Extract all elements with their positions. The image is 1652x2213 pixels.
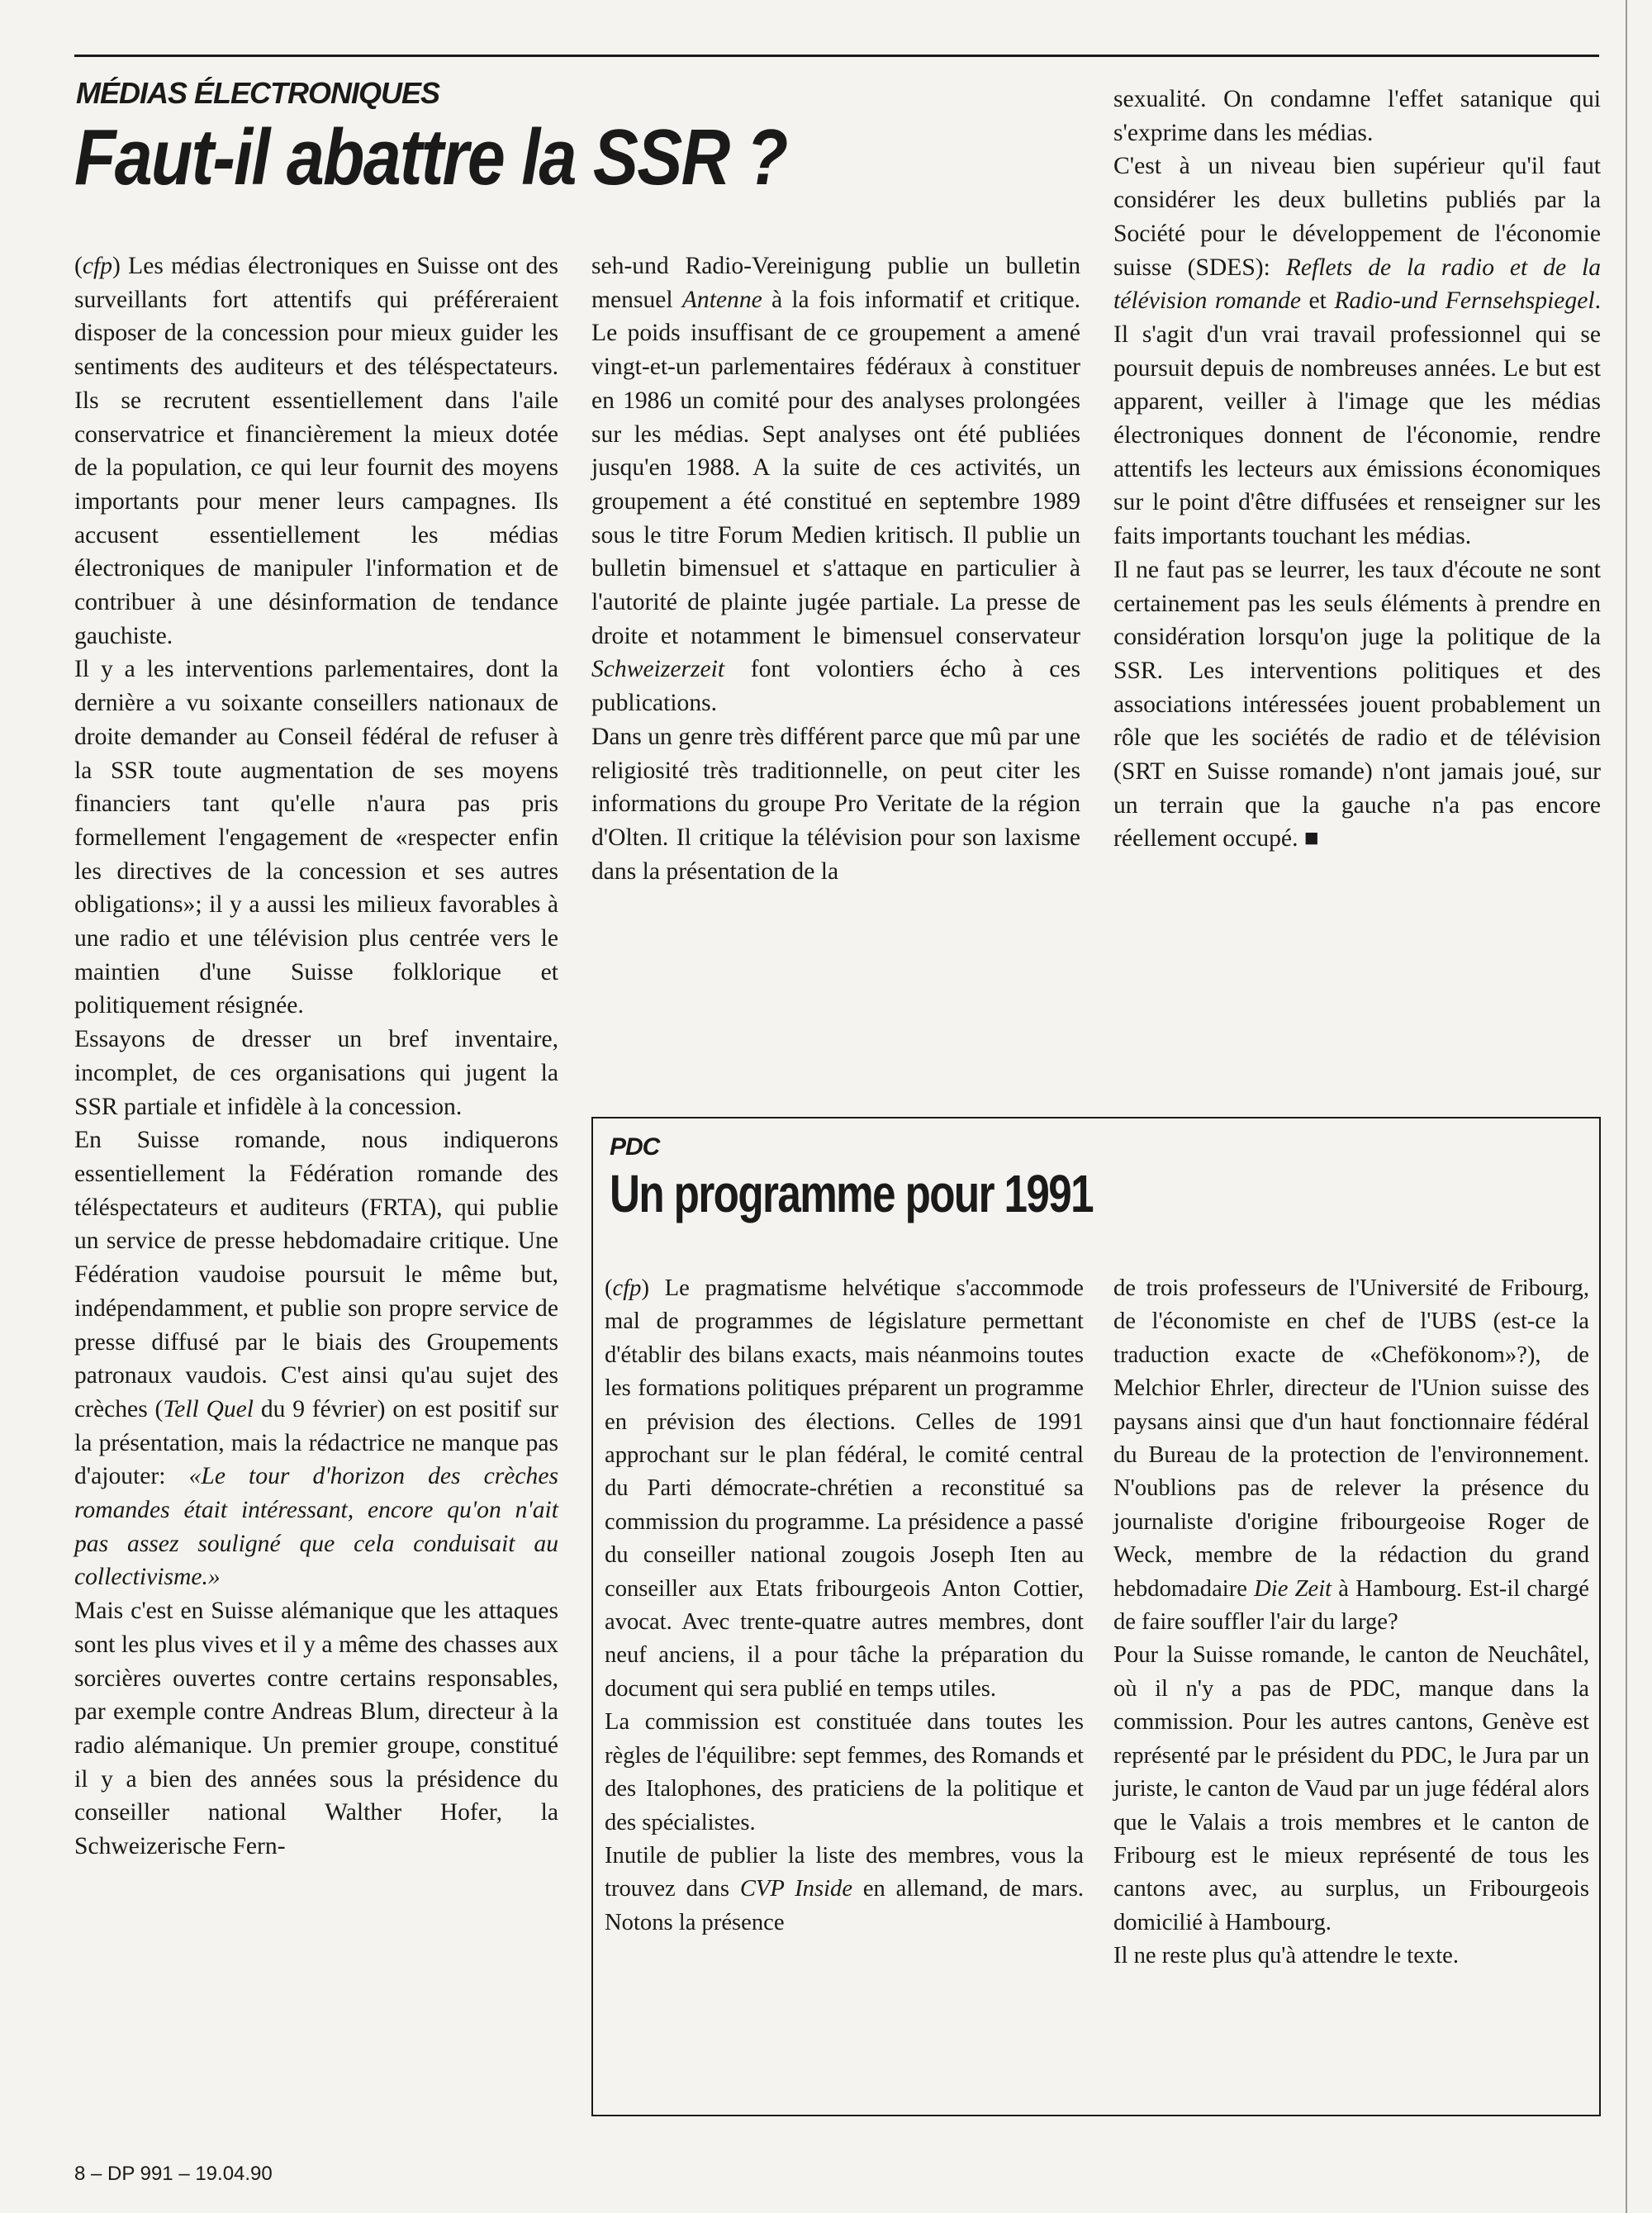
page-footer: 8 – DP 991 – 19.04.90 [74, 2163, 273, 2185]
paragraph: Pour la Suisse romande, le canton de Neuchâtel, où il n'y a pas de PDC, manque dans la commission. Pour les autres cantons, Genève est représenté par le président du PDC, le Jura par un juriste, le canton de Vaud par un juge fédéral alors que le Valais a trois membres et le canton de Fribourg est le mieux représenté de tous les cantons avec, au surplus, un Fribourgeois domicilié à Hambourg. [1113, 1642, 1589, 1935]
box-column-1 [605, 1272, 1084, 1940]
italic-text: Schweizerzeit [591, 656, 725, 683]
top-rule [74, 55, 1599, 57]
paragraph: Mais c'est en Suisse alémanique que les attaques sont les plus vives et il y a même des chasses aux sorcières ouvertes contre certains responsables, par exemple contre Andreas Blum, directeur à la radio alémanique. Un premier groupe, constitué il y a bien des années sous la présidence du conseiller national Walther Hofer, la Schweizerische Fern- [74, 1598, 558, 1860]
paragraph: seh-und Radio-Vereinigung publie un bulletin mensuel Antenne à la fois informatif et critique. Le poids insuffisant de ce groupement a amené vingt-et-un parlementaires fédéraux à constituer en 1986 un comité pour des analyses prolongées sur les médias. Sept analyses ont été publiées jusqu'en 1988. A la suite de ces activités, un groupement a été constitué en septembre 1989 sous le titre Forum Medien kritisch. Il publie un bulletin bimensuel et s'attaque en particulier à l'autorité de plainte jugée partiale. La presse de droite et notamment le bimensuel conservateur Schweizerzeit font volontiers écho à ces publications. [591, 253, 1080, 717]
paragraph: Il ne reste plus qu'à attendre le texte. [1113, 1943, 1460, 1969]
italic-text: cfp [82, 253, 113, 279]
paragraph: Il ne faut pas se leurrer, les taux d'écoute ne sont certainement pas les seuls éléments à prendre en considération lorsqu'on juge la politique de la SSR. Les interventions politiques et des associations intéressées jouent probablement un rôle que les sociétés de radio et de télévision (SRT en Suisse romande) n'ont jamais joué, sur un terrain que la gauche n'a pas encore réellement occupé. ■ [1113, 556, 1601, 852]
italic-text: cfp [612, 1275, 642, 1301]
box-kicker: PDC [610, 1133, 660, 1161]
paragraph: Inutile de publier la liste des membres, vous la trouvez dans CVP Inside en allemand, de mars. Notons la présence [605, 1842, 1085, 1935]
paragraph: de trois professeurs de l'Université de Fribourg, de l'économiste en chef de l'UBS (est-ce la traduction exacte de «Chefökonom»?), de Melchior Ehrler, directeur de l'Union suisse des paysans ainsi que d'un haut fonctionnaire fédéral du Bureau de la protection de l'environnement. N'oublions pas de relever la présence du journaliste d'origine fribourgeoise Roger de Weck, membre de la rédaction du grand hebdomadaire Die Zeit à Hambourg. Est-il chargé de faire souffler l'air du large? [1113, 1275, 1589, 1636]
italic-text: Reflets de la radio et de la télévision romande [1113, 254, 1601, 315]
italic-text: Radio-und Fernsehspiegel [1334, 287, 1595, 315]
italic-text: CVP Inside [739, 1876, 853, 1902]
box-column-2 [1113, 1272, 1589, 1973]
paragraph: Essayons de dresser un bref inventaire, incomplet, de ces organisations qui jugent la SSR partiale et infidèle à la concession. [74, 1026, 558, 1120]
sidebar-box [591, 1117, 1601, 2116]
italic-text: Tell Quel [163, 1395, 254, 1422]
paragraph: (cfp) Les médias électroniques en Suisse ont des surveillants fort attentifs qui préféreraient disposer de la concession pour mieux guider les sentiments des auditeurs et des téléspectateurs. Ils se recrutent essentiellement dans l'aile conservatrice et financièrement la mieux dotée de la population, ce qui leur fournit des moyens importants pour mener leurs campagnes. Ils accusent essentiellement les médias électroniques de manipuler l'information et de contribuer à une désinformation de tendance gauchiste. [74, 253, 558, 649]
paragraph: sexualité. On condamne l'effet satanique qui s'exprime dans les médias. [1113, 86, 1601, 146]
article-column-2 [591, 249, 1080, 888]
paragraph: (cfp) Le pragmatisme helvétique s'accommode mal de programmes de législature permettant d'établir des bilans exacts, mais néanmoins toutes les formations politiques préparent un programme en prévision des élections. Celles de 1991 approchant sur le plan fédéral, le comité central du Parti démocrate-chrétien a reconstitué sa commission du programme. La présidence a passé du conseiller national zougois Joseph Iten au conseiller aux Etats fribourgeois Anton Cottier, avocat. Avec trente-quatre autres membres, dont neuf anciens, il a pour tâche la préparation du document qui sera publié en temps utiles. [605, 1275, 1084, 1702]
article-kicker: MÉDIAS ÉLECTRONIQUES [76, 76, 440, 110]
paragraph: En Suisse romande, nous indiquerons essentiellement la Fédération romande des téléspectateurs et auditeurs (FRTA), qui publie un service de presse hebdomadaire critique. Une Fédération vaudoise poursuit le même but, indépendamment, et publie son propre service de presse diffusé par le biais des Groupements patronaux vaudois. C'est ainsi qu'au sujet des crèches (Tell Quel du 9 février) on est positif sur la présentation, mais la rédactrice ne manque pas d'ajouter: «Le tour d'horizon des crèches romandes était intéressant, encore qu'on n'ait pas assez souligné que cela conduisait au collectivisme.» [74, 1127, 558, 1591]
page-edge [1626, 0, 1627, 2213]
paragraph: Dans un genre très différent parce que mû par une religiosité très traditionnelle, on peut citer les informations du groupe Pro Veritate de la région d'Olten. Il critique la télévision pour son laxisme dans la présentation de la [591, 723, 1080, 885]
italic-text: Die Zeit [1254, 1575, 1332, 1602]
italic-text: Antenne [681, 286, 762, 313]
paragraph: La commission est constituée dans toutes les règles de l'équilibre: sept femmes, des Romands et des Italophones, des praticiens de la politique et des spécialistes. [605, 1709, 1084, 1835]
article-title: Faut-il abattre la SSR ? [74, 113, 787, 202]
article-column-3 [1113, 83, 1601, 856]
box-title: Un programme pour 1991 [610, 1164, 1094, 1223]
paragraph: Il y a les interventions parlementaires, dont la dernière a vu soixante conseillers nationaux de droite demander au Conseil fédéral de refuser à la SSR toute augmentation de ses moyens financiers tant qu'elle n'aura pas pris formellement l'engagement de «respecter enfin les directives de la concession et ses autres obligations»; il y a aussi les milieux favorables à une radio et une télévision plus centrée vers le maintien d'une Suisse folklorique et politiquement résignée. [74, 656, 558, 1019]
article-column-1 [74, 249, 558, 1864]
paragraph: C'est à un niveau bien supérieur qu'il faut considérer les deux bulletins publiés par la Société pour le développement de l'économie suisse (SDES): Reflets de la radio et de la télévision romande et Radio-und Fernsehspiegel. Il s'agit d'un vrai travail professionnel qui se poursuit depuis de nombreuses années. Le but est apparent, veiller à l'image que les médias électroniques donnent de l'économie, rendre attentifs les lecteurs aux émissions économiques sur le point d'être diffusées et renseigner sur les faits importants touchant les médias. [1113, 153, 1601, 550]
italic-text: «Le tour d'horizon des crèches romandes était intéressant, encore qu'on n'ait pas assez souligné que cela conduisait au collectivisme.» [74, 1463, 558, 1591]
